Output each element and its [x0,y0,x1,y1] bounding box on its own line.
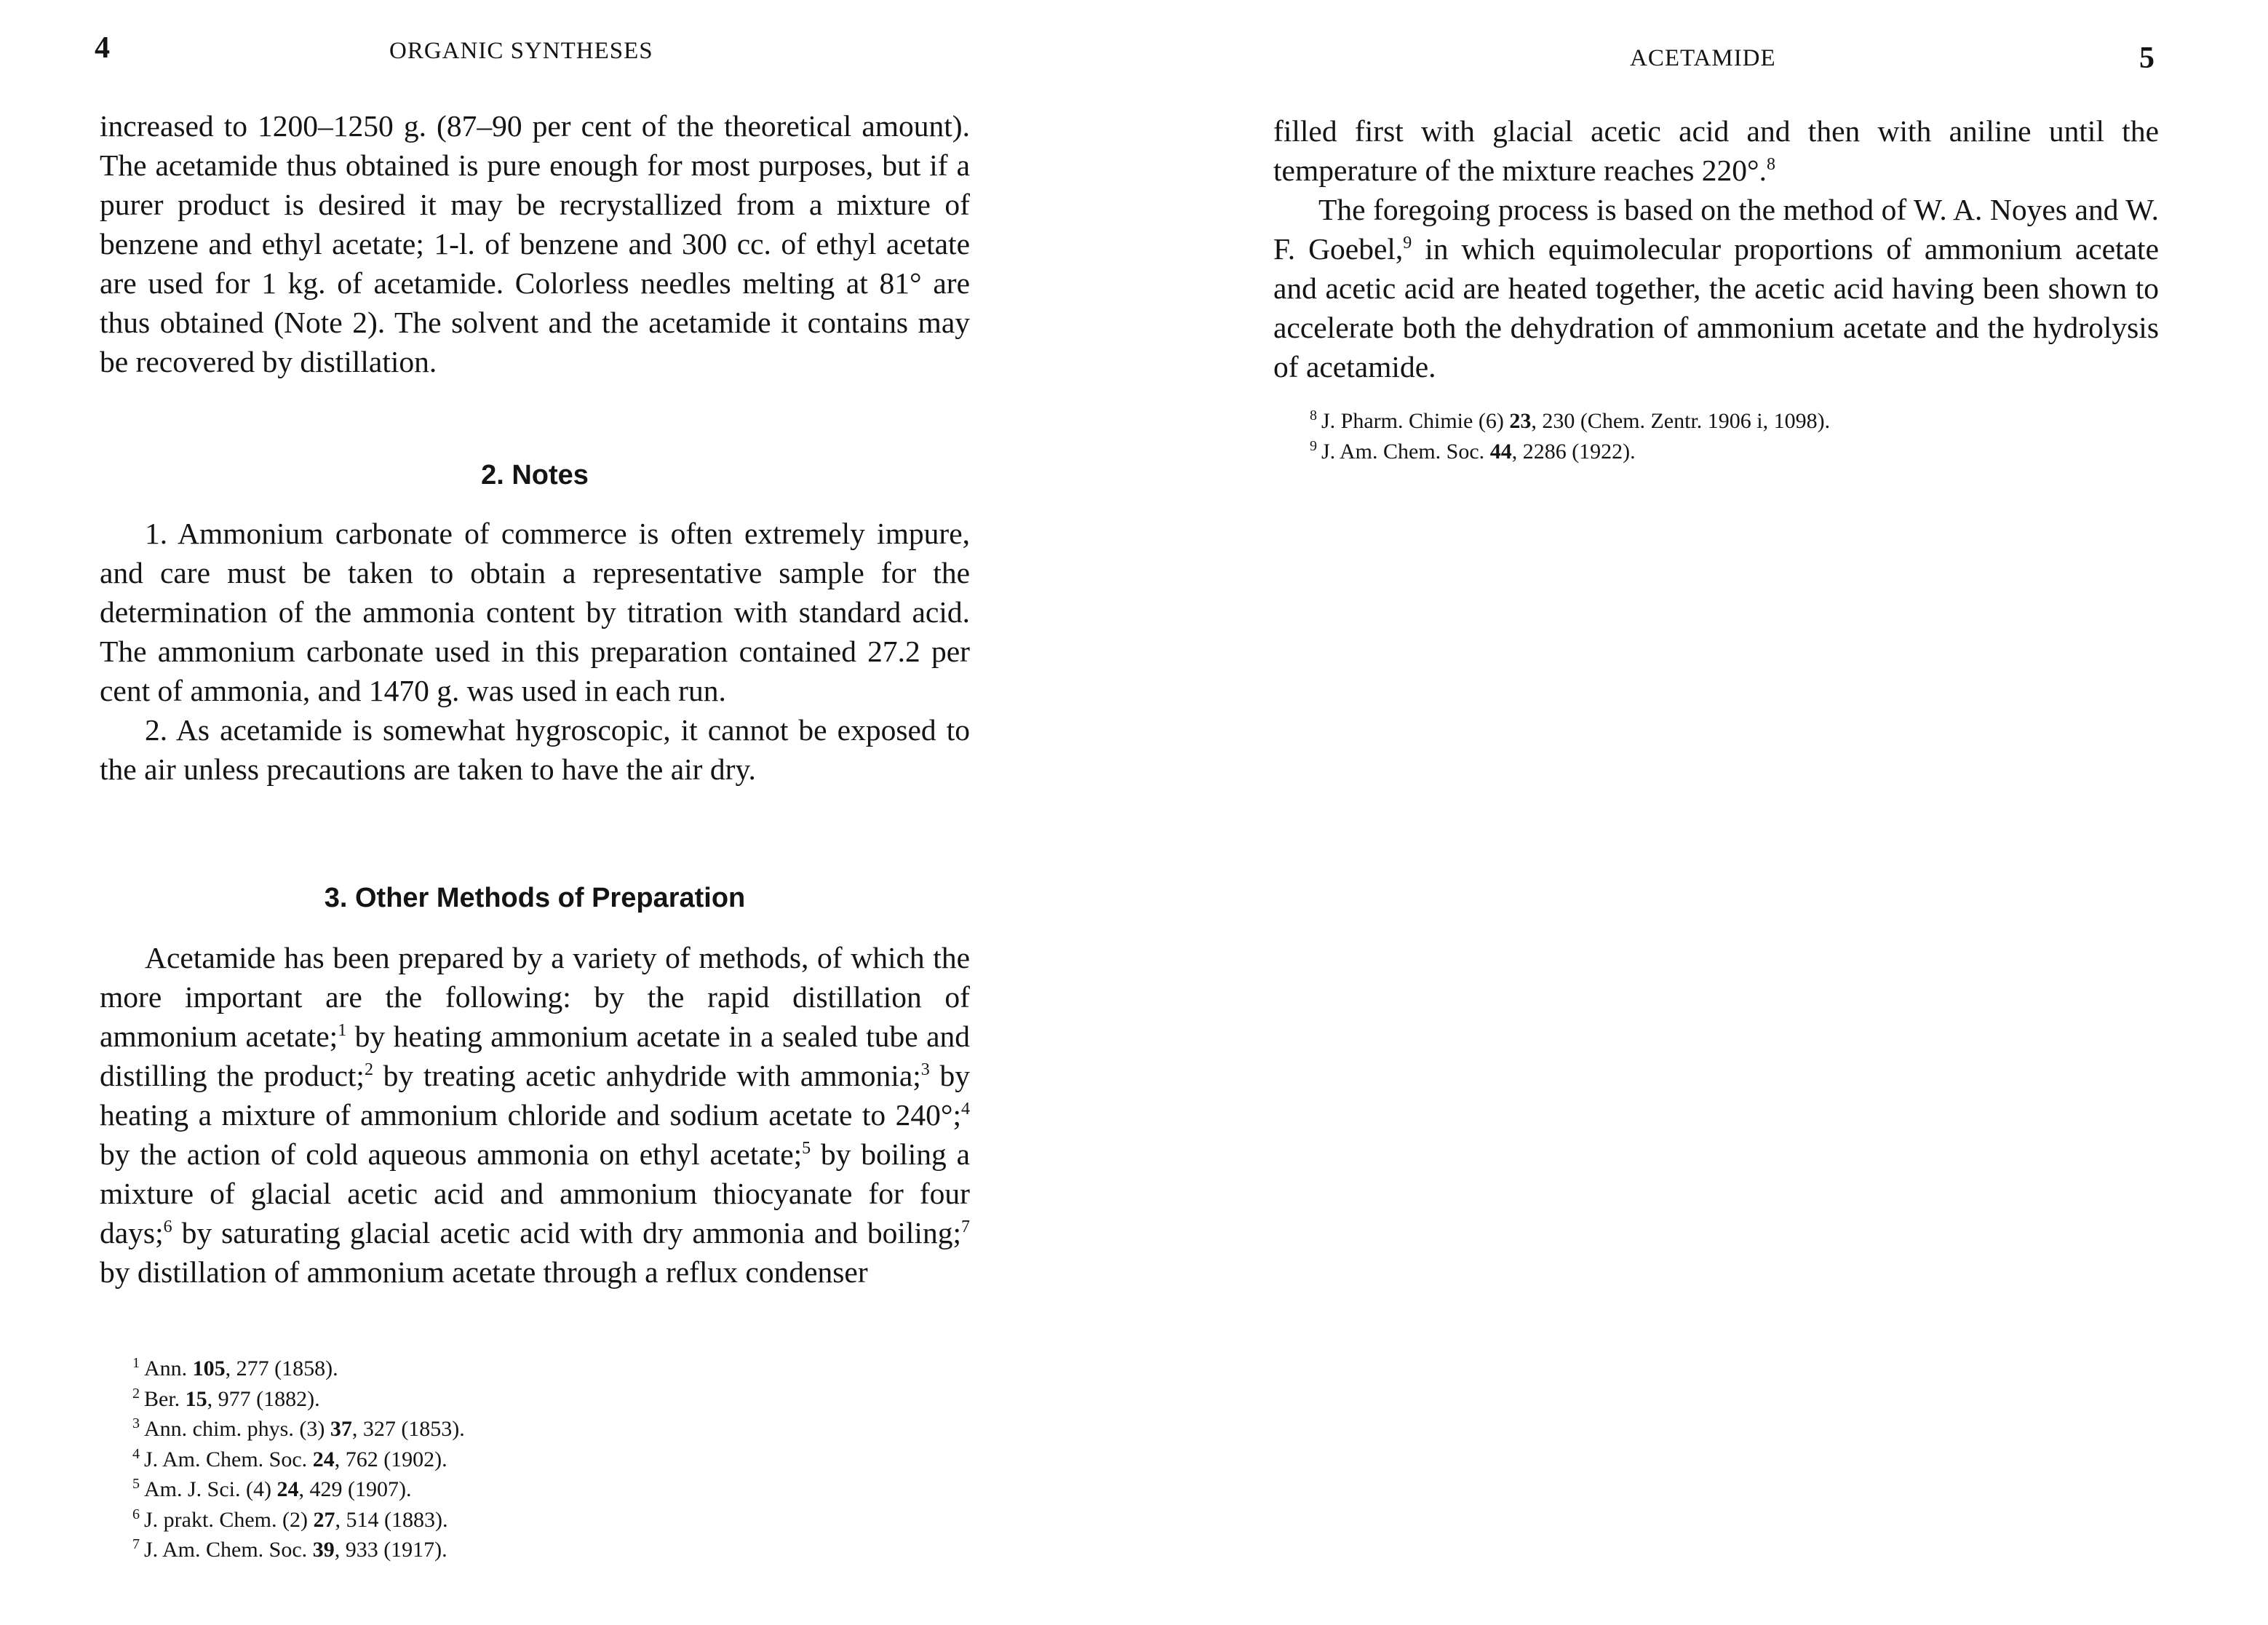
footnotes-right [1310,406,1830,466]
footnote: $^9$ J. Am. Chem. Soc. 44, 2286 (1922). [1310,437,1636,464]
footnote-ref: 6 [163,1217,172,1237]
other-methods-text: Acetamide has been prepared by a variety of methods, of which the more important are the following: by the rapid distillation of ammonium acetate;$^1$ by heating ammonium acetate in a sealed tube and distilling the product;$^2$ by treating acetic anhydride with ammonia;$^3$ by heating a mixture of ammonium chloride and sodium acetate to 240°;$^4$ by the action of cold aqueous ammonia on ethyl acetate;$^5$ by boiling a mixture of glacial acetic acid and ammonium thiocyanate for four days;$^6$ by saturating glacial acetic acid with dry ammonia and boiling;$^7$ by distillation of ammonium acetate through a reflux condenser [100,941,970,1289]
page-number: 5 [2139,41,2154,75]
footnote: $^5$ Am. J. Sci. (4) 24, 429 (1907). [132,1476,412,1501]
footnote-ref: 2 [364,1060,373,1080]
footnote: $^1$ Ann. 105, 277 (1858). [132,1355,338,1380]
footnote: $^3$ Ann. chim. phys. (3) 37, 327 (1853). [132,1415,465,1441]
other-methods-paragraph [100,938,970,1292]
intro-text: increased to 1200–1250 g. (87–90 per cent of the theoretical amount). The acetamide thus obtained is pure enough for most purposes, but if a purer product is desired it may be recrystallized from a mixture of benzene and ethyl acetate; 1-l. of benzene and 300 cc. of ethyl acetate are used for 1 kg. of acetamide. Colorless needles melting at 81° are thus obtained (Note 2). The solvent and the acetamide it contains may be recovered by distillation. [100,109,970,378]
other-methods-heading: 3. Other Methods of Preparation [324,883,746,913]
footnote: $^8$ J. Pharm. Chimie (6) 23, 230 (Chem. Zentr. 1906 i, 1098). [1310,408,1831,433]
footnote: $^4$ J. Am. Chem. Soc. 24, 762 (1902). [132,1445,447,1471]
note-1: 1. Ammonium carbonate of commerce is often extremely impure, and care must be taken to obtain a representative sample for the determination of the ammonia content by titration with standard acid. The ammonium carbonate used in this preparation contained 27.2 per cent of ammonia, and 1470 g. was used in each run. [100,517,970,707]
notes-heading: 2. Notes [481,460,589,490]
footnotes-left [132,1354,465,1565]
footnote-ref: 9 [1403,234,1412,253]
paragraph-basis: The foregoing process is based on the method of W. A. Noyes and W. F. Goebel,$^9$ in which equimolecular proportions of ammonium acetate and acetic acid are heated together, the acetic acid having been shown to accelerate both the dehydration of ammonium acetate and the hydrolysis of acetamide. [1273,193,2159,384]
running-head: ACETAMIDE [1630,45,1776,71]
footnote: $^2$ Ber. 15, 977 (1882). [132,1385,320,1411]
footnote-ref: 4 [961,1100,970,1119]
footnote: $^6$ J. prakt. Chem. (2) 27, 514 (1883). [132,1506,448,1532]
note-2: 2. As acetamide is somewhat hygroscopic, it cannot be exposed to the air unless precautions are taken to have the air dry. [100,713,970,786]
right-body [1273,111,2159,386]
footnote-ref: 1 [338,1021,347,1041]
page-number: 4 [95,31,110,65]
notes-section [100,514,970,789]
footnote: $^7$ J. Am. Chem. Soc. 39, 933 (1917). [132,1536,447,1562]
paragraph-continued: filled first with glacial acetic acid and then with aniline until the temperature of the mixture reaches 220°.$^8$ [1273,114,2159,187]
footnote-ref: 8 [1767,155,1776,175]
footnote-ref: 5 [802,1139,811,1159]
intro-paragraph [100,106,970,381]
running-head: ORGANIC SYNTHESES [389,38,653,64]
right-page [1135,0,2268,1625]
footnote-ref: 3 [920,1060,930,1080]
footnote-ref: 7 [961,1217,970,1237]
